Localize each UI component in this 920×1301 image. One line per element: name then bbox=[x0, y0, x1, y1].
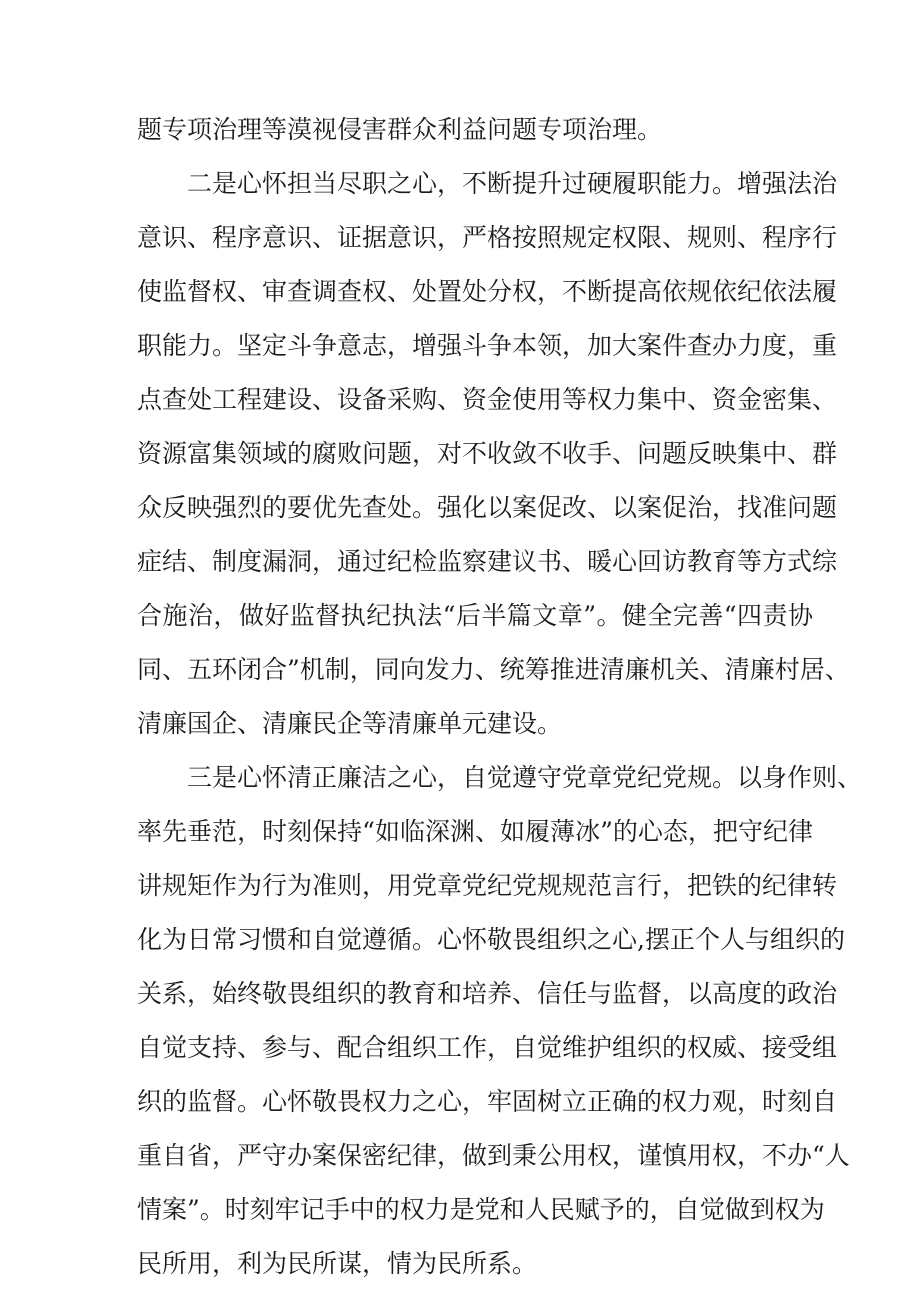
text-line: 症结、制度漏洞，通过纪检监察建议书、暖心回访教育等方式综 bbox=[137, 547, 838, 576]
text-line: 点查处工程建设、设备采购、资金使用等权力集中、资金密集、 bbox=[137, 385, 838, 414]
text-line: 使监督权、审查调查权、处置处分权，不断提高依规依纪依法履 bbox=[137, 277, 838, 306]
text-line: 合施治，做好监督执纪执法“后半篇文章”。健全完善“四责协 bbox=[137, 601, 813, 630]
text-line: 题专项治理等漠视侵害群众利益问题专项治理。 bbox=[137, 115, 663, 144]
text-line: 织的监督。心怀敬畏权力之心，牢固树立正确的权力观，时刻自 bbox=[137, 1087, 838, 1116]
text-line: 关系，始终敬畏组织的教育和培养、信任与监督，以高度的政治 bbox=[137, 979, 838, 1008]
paragraph-2-first-line: 二是心怀担当尽职之心，不断提升过硬履职能力。增强法治 bbox=[187, 169, 838, 198]
text-line: 同、五环闭合”机制，同向发力、统筹推进清廉机关、清廉村居、 bbox=[137, 655, 850, 684]
text-line: 众反映强烈的要优先查处。强化以案促改、以案促治，找准问题 bbox=[137, 493, 838, 522]
text-line: 资源富集领域的腐败问题，对不收敛不收手、问题反映集中、群 bbox=[137, 439, 838, 468]
text-line: 职能力。坚定斗争意志，增强斗争本领，加大案件查办力度，重 bbox=[137, 331, 838, 360]
text-line: 情案”。时刻牢记手中的权力是党和人民赋予的，自觉做到权为 bbox=[137, 1195, 825, 1224]
paragraph-3-first-line: 三是心怀清正廉洁之心，自觉遵守党章党纪党规。以身作则、 bbox=[187, 763, 863, 792]
text-line: 民所用，利为民所谋，情为民所系。 bbox=[137, 1249, 538, 1278]
text-line: 自觉支持、参与、配合组织工作，自觉维护组织的权威、接受组 bbox=[137, 1033, 838, 1062]
text-line: 化为日常习惯和自觉遵循。心怀敬畏组织之心,摆正个人与组织的 bbox=[137, 925, 845, 954]
text-line: 讲规矩作为行为准则，用党章党纪党规规范言行，把铁的纪律转 bbox=[137, 871, 838, 900]
text-line: 率先垂范，时刻保持“如临深渊、如履薄冰”的心态，把守纪律 bbox=[137, 817, 813, 846]
text-line: 清廉国企、清廉民企等清廉单元建设。 bbox=[137, 709, 563, 738]
text-line: 意识、程序意识、证据意识，严格按照规定权限、规则、程序行 bbox=[137, 223, 838, 252]
text-line: 重自省，严守办案保密纪律，做到秉公用权，谨慎用权，不办“人 bbox=[137, 1141, 850, 1170]
